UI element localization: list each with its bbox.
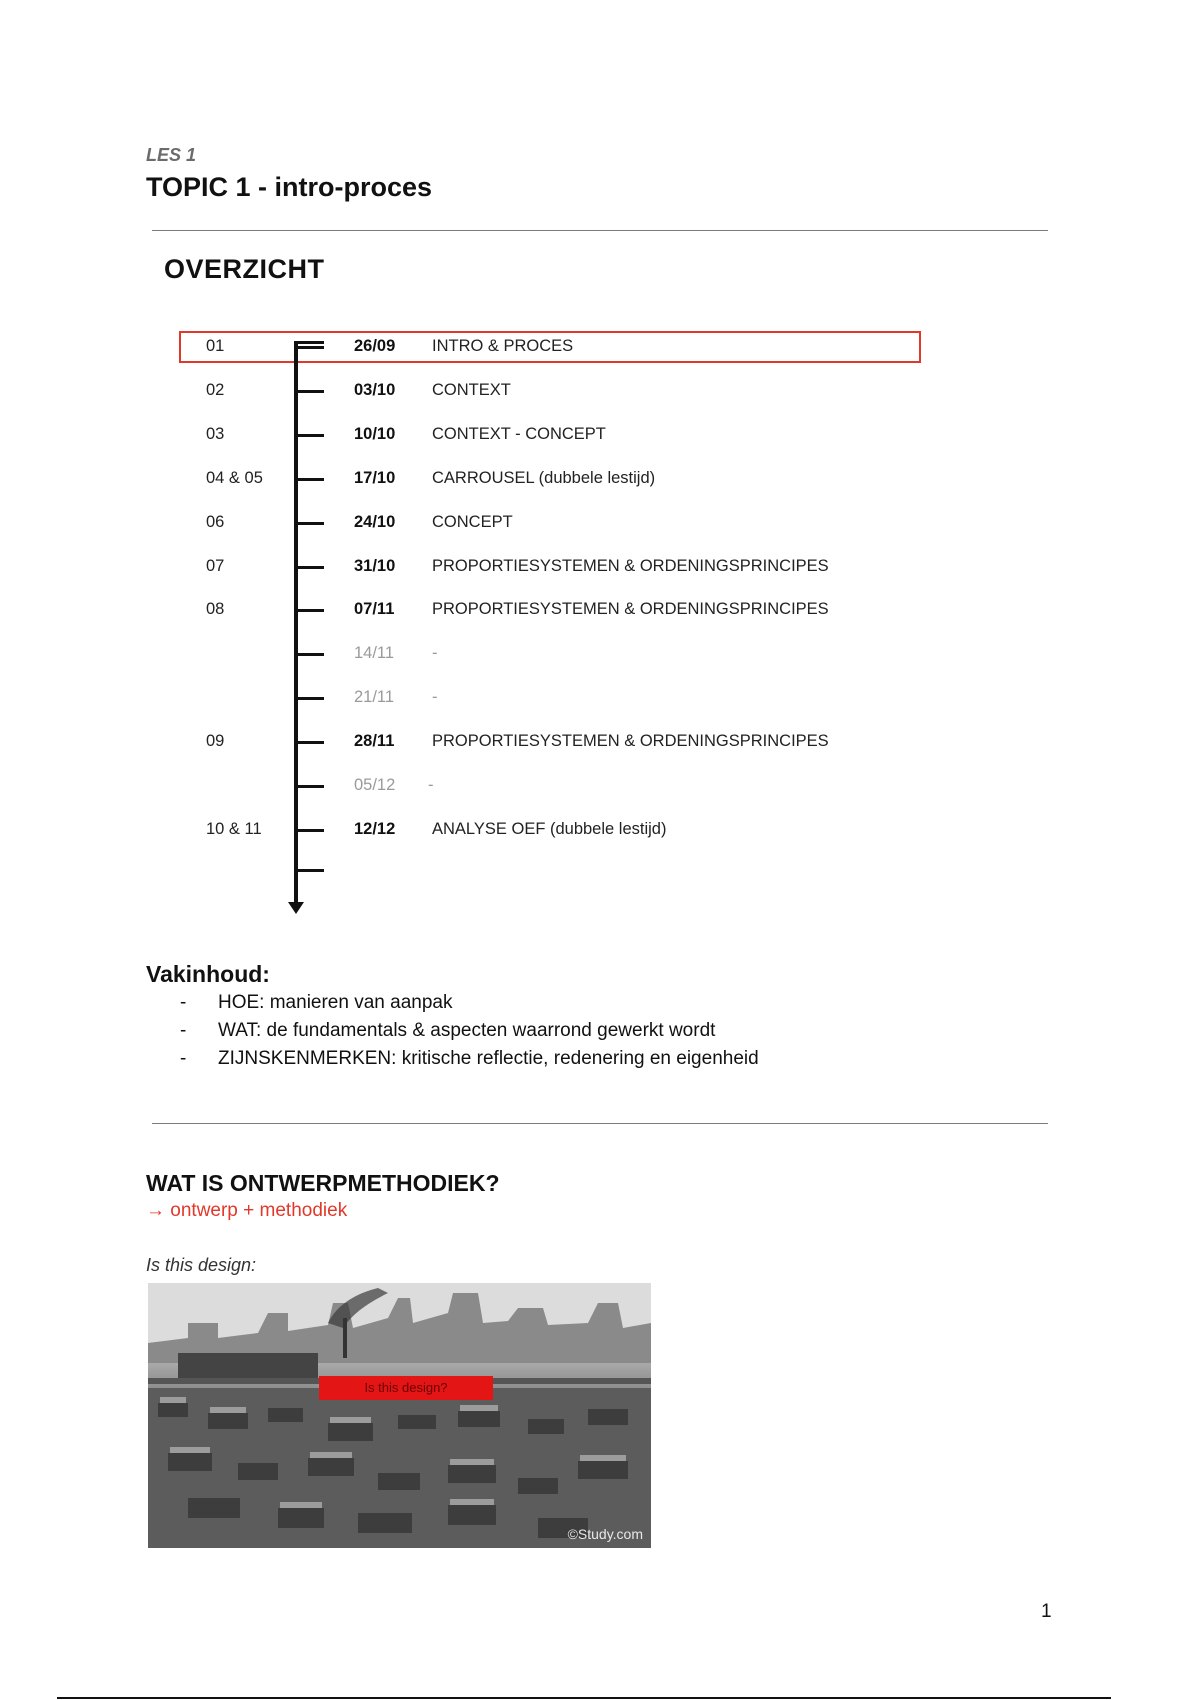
list-item bbox=[180, 1048, 759, 1076]
timeline-tick bbox=[298, 829, 324, 832]
list-item-text: WAT: de fundamentals & aspecten waarrond gewerkt wordt bbox=[218, 1020, 716, 1041]
timeline-date: 31/10 bbox=[354, 556, 396, 575]
timeline-tick bbox=[298, 434, 324, 437]
timeline-tick bbox=[298, 566, 324, 569]
timeline-date: 26/09 bbox=[354, 337, 396, 355]
list-item bbox=[180, 1020, 759, 1048]
overview-heading: OVERZICHT bbox=[164, 254, 325, 284]
timeline-topic: PROPORTIESYSTEMEN & ORDENINGSPRINCIPES bbox=[432, 732, 829, 751]
timeline-row bbox=[0, 507, 1200, 537]
timeline-date: 17/10 bbox=[354, 468, 396, 487]
timeline-tick bbox=[298, 390, 324, 393]
timeline-lesson-number: 04 & 05 bbox=[206, 468, 263, 487]
photo-label: Is this design? bbox=[319, 1376, 493, 1400]
les-label: LES 1 bbox=[146, 145, 197, 165]
timeline-topic: - bbox=[432, 688, 438, 707]
timeline-row bbox=[0, 726, 1200, 756]
list-item bbox=[180, 992, 759, 1020]
design-question: Is this design: bbox=[146, 1255, 257, 1275]
timeline-tick bbox=[298, 741, 324, 744]
timeline-tick bbox=[298, 609, 324, 612]
timeline-tick bbox=[298, 346, 324, 349]
timeline-date: 28/11 bbox=[354, 732, 395, 751]
page-number: 1 bbox=[1041, 1601, 1052, 1622]
timeline-lesson-number: 09 bbox=[206, 732, 225, 751]
timeline-row bbox=[0, 419, 1200, 449]
timeline-lesson-number: 03 bbox=[206, 424, 225, 443]
timeline-topic: - bbox=[432, 644, 438, 663]
timeline-topic: PROPORTIESYSTEMEN & ORDENINGSPRINCIPES bbox=[432, 600, 829, 619]
timeline-tick bbox=[298, 478, 324, 481]
timeline-lesson-number: 08 bbox=[206, 600, 225, 619]
timeline-topic: INTRO & PROCES bbox=[432, 337, 574, 355]
timeline-row bbox=[0, 331, 1200, 361]
timeline-lesson-number: 02 bbox=[206, 380, 225, 399]
timeline-date: 05/12 bbox=[354, 776, 396, 794]
timeline-lesson-number: 07 bbox=[206, 556, 225, 575]
list-item-text: ZIJNSKENMERKEN: kritische reflectie, redenering en eigenheid bbox=[218, 1048, 759, 1069]
timeline-lesson-number: 10 & 11 bbox=[206, 819, 262, 838]
timeline-date: 14/11 bbox=[354, 644, 395, 663]
timeline-topic: - bbox=[428, 776, 434, 794]
timeline-tick bbox=[298, 522, 324, 525]
timeline-date: 12/12 bbox=[354, 819, 396, 838]
timeline-topic: CONCEPT bbox=[432, 512, 513, 531]
photo-credit: ©Study.com bbox=[567, 1526, 643, 1542]
list-item-text: HOE: manieren van aanpak bbox=[218, 992, 453, 1013]
timeline-date: 10/10 bbox=[354, 424, 396, 443]
timeline-date: 07/11 bbox=[354, 600, 395, 619]
timeline-end-tick bbox=[298, 869, 324, 872]
timeline-lesson-number: 06 bbox=[206, 512, 225, 531]
methodiek-heading: WAT IS ONTWERPMETHODIEK? bbox=[146, 1170, 500, 1196]
timeline-row bbox=[0, 463, 1200, 493]
timeline-date: 21/11 bbox=[354, 688, 395, 707]
timeline-topic: CONTEXT bbox=[432, 380, 511, 399]
timeline-tick bbox=[298, 653, 324, 656]
methodiek-subtitle: → ontwerp + methodiek bbox=[146, 1200, 348, 1221]
bullet-dash: - bbox=[180, 1048, 187, 1069]
vakinhoud-list bbox=[180, 992, 759, 1076]
timeline-row bbox=[0, 770, 1200, 800]
timeline-date: 24/10 bbox=[354, 512, 396, 531]
timeline-lesson-number: 01 bbox=[206, 337, 225, 355]
timeline-topic: ANALYSE OEF (dubbele lestijd) bbox=[432, 819, 667, 838]
photo-illustration bbox=[148, 1283, 651, 1548]
timeline-row bbox=[0, 594, 1200, 624]
page-title: TOPIC 1 - intro-proces bbox=[146, 172, 433, 202]
timeline-tick bbox=[298, 697, 324, 700]
vakinhoud-heading: Vakinhoud: bbox=[146, 961, 270, 987]
timeline-row bbox=[0, 638, 1200, 668]
timeline-row bbox=[0, 814, 1200, 844]
timeline-topic: CARROUSEL (dubbele lestijd) bbox=[432, 468, 656, 487]
divider-middle bbox=[152, 1123, 1048, 1124]
timeline-date: 03/10 bbox=[354, 380, 396, 399]
bullet-dash: - bbox=[180, 992, 187, 1013]
timeline-row bbox=[0, 375, 1200, 405]
bullet-dash: - bbox=[180, 1020, 187, 1041]
slum-photo bbox=[148, 1283, 651, 1548]
timeline-row bbox=[0, 551, 1200, 581]
timeline-topic: CONTEXT - CONCEPT bbox=[432, 424, 606, 443]
timeline-topic: PROPORTIESYSTEMEN & ORDENINGSPRINCIPES bbox=[432, 556, 829, 575]
timeline-arrow-icon bbox=[288, 902, 304, 914]
timeline-row bbox=[0, 682, 1200, 712]
footer-line bbox=[57, 1697, 1111, 1699]
timeline-tick bbox=[298, 785, 324, 788]
